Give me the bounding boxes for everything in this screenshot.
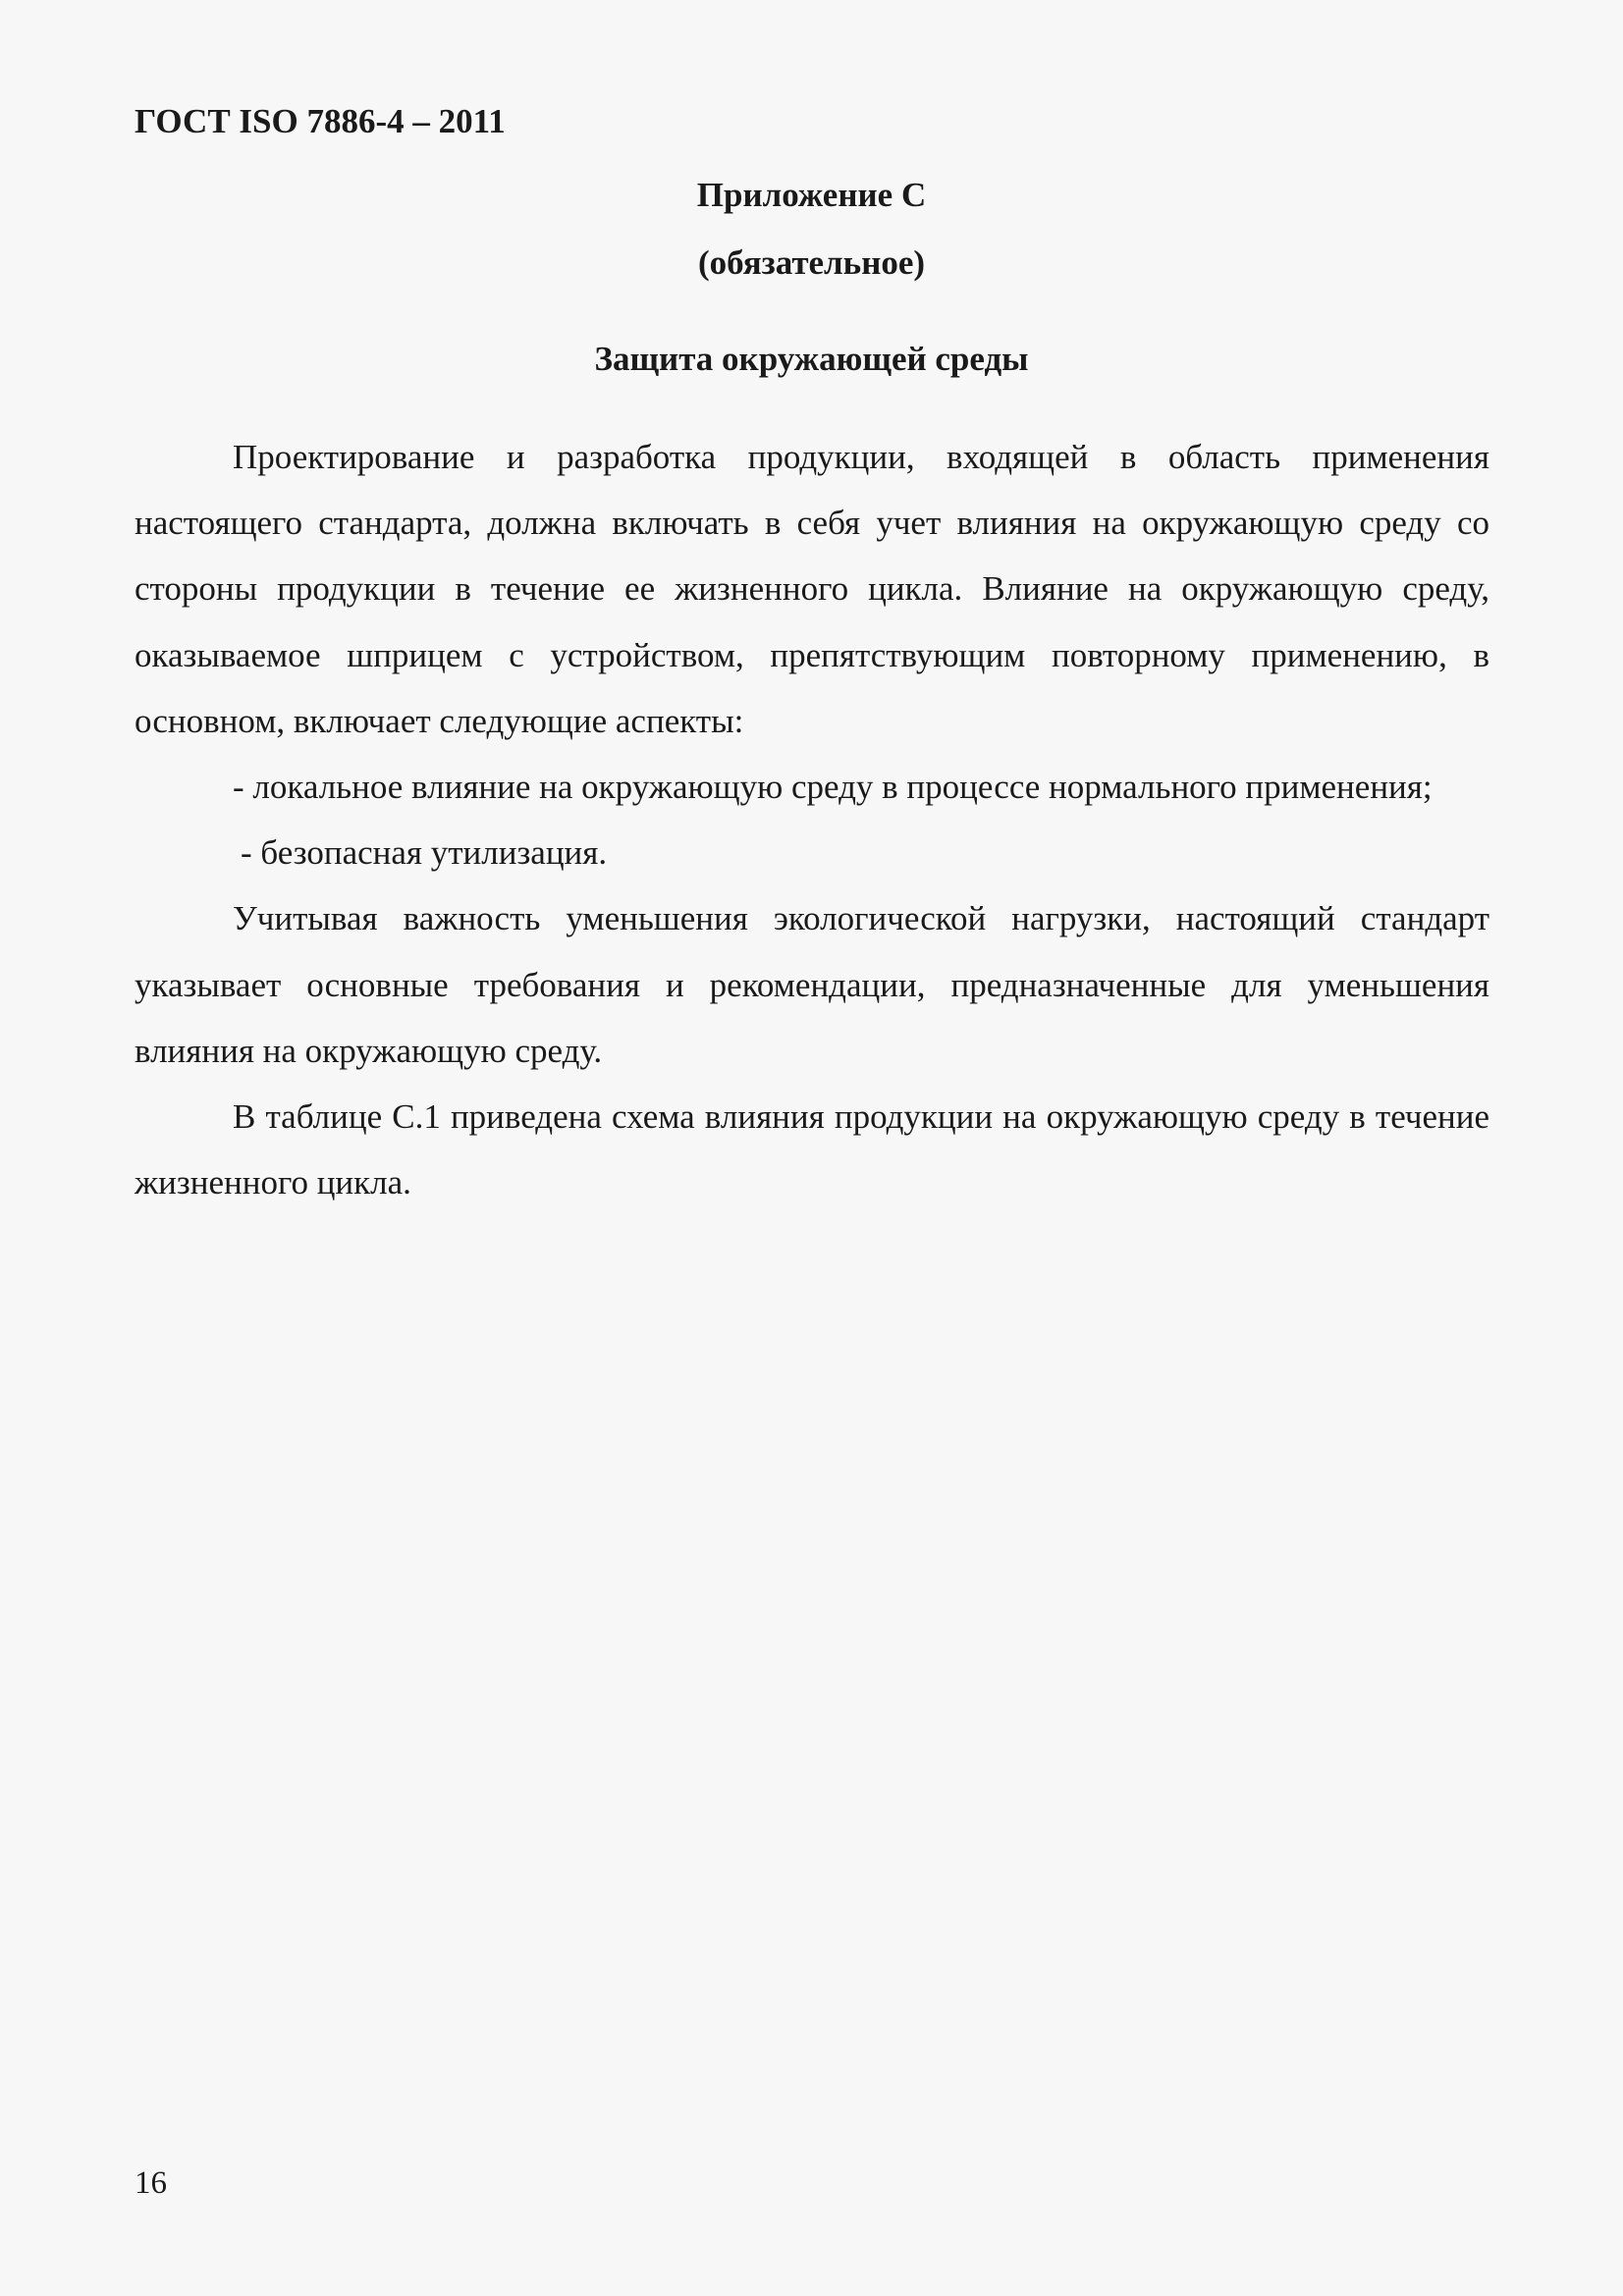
appendix-status: (обязательное) xyxy=(697,243,926,282)
page-number: 16 xyxy=(135,2165,167,2201)
bullet-safe-disposal: - безопасная утилизация. xyxy=(241,833,608,873)
appendix-title: Приложение С xyxy=(696,176,927,214)
paragraph-intro: Проектирование и разработка продукции, входящей в область применения настоящего стандарта, должна включать в себя учет влияния на окружающую среду со стороны продукции в течение ее жизненного цикла. Влияние на окружающую среду, оказываемое шприцем с устройством, препятствующим повторному применению, в основном, включает следующие аспекты: xyxy=(135,438,1489,740)
document-code: ГОСТ ISO 7886-4 – 2011 xyxy=(135,102,506,140)
appendix-heading: Защита окружающей среды xyxy=(594,340,1029,378)
bullet-local-impact: - локальное влияние на окружающую среду в процессе нормального применения; xyxy=(233,768,1433,807)
paragraph-table-reference: В таблице С.1 приведена схема влияния продукции на окружающую среду в течение жизненного цикла. xyxy=(135,1097,1489,1202)
paragraph-requirements: Учитывая важность уменьшения экологической нагрузки, настоящий стандарт указывает основные требования и рекомендации, предназначенные для уменьшения влияния на окружающую среду. xyxy=(135,899,1489,1070)
body-text xyxy=(135,424,1489,1215)
